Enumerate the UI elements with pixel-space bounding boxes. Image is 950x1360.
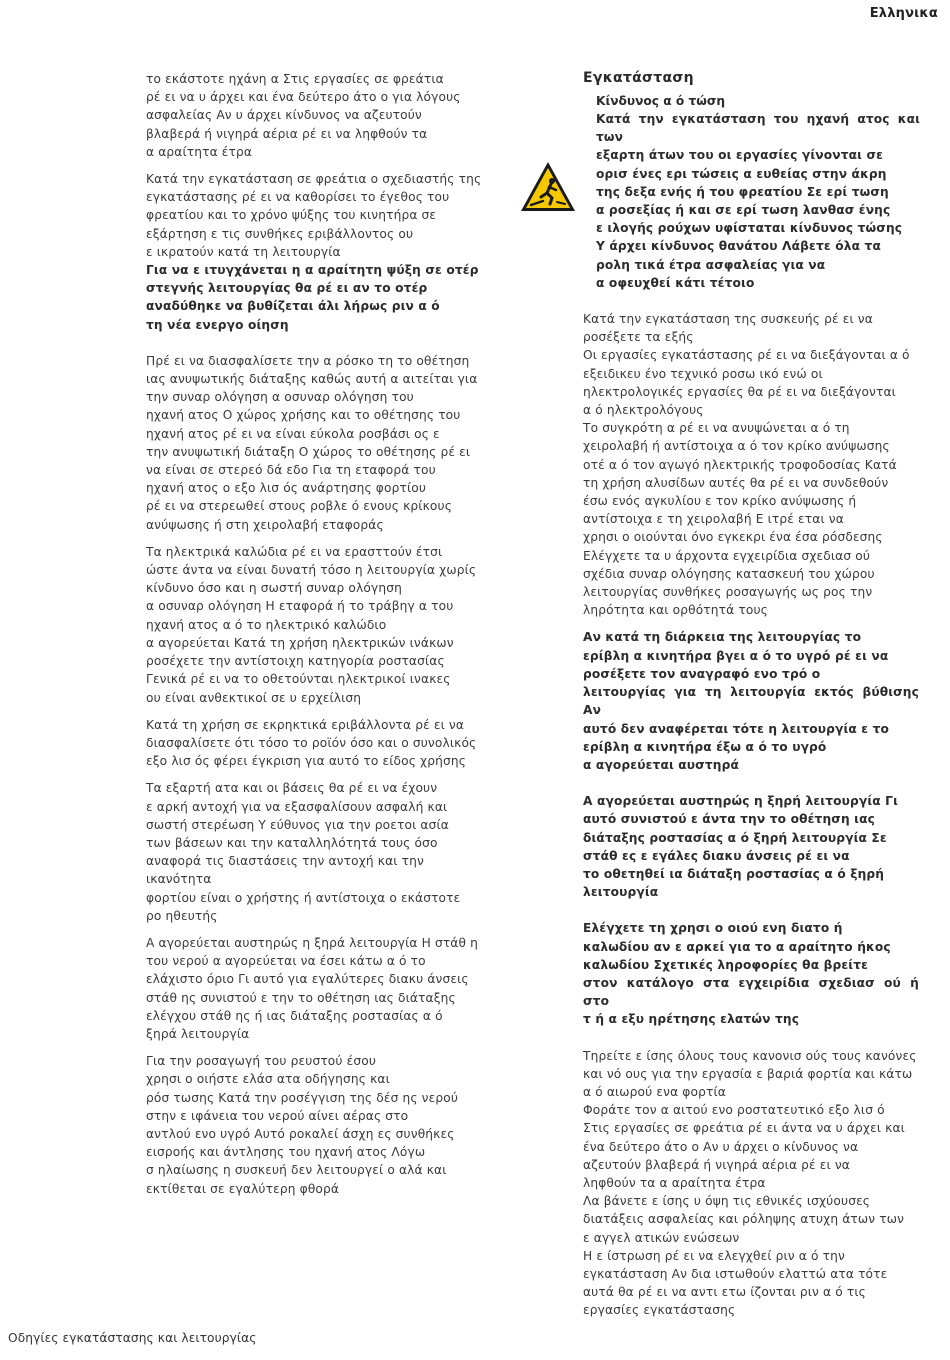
language-label: Ελληνικα <box>869 6 938 21</box>
paragraph-dry-running: Α αγορεύεται αυστηρώς η ξηρά λειτουργία Η στάθ η του νερού α αγορεύεται να έσει κάτω α ό το ελάχιστο όριο Γι αυτό για εγαλύτερες διακυ άνσεις στάθ ης συνιστού ε την το οθέτηση ιας διάταξης ελέγχου στάθ ης ή ιας διάταξης ροστασίας α ό ξηρά λειτουργία <box>146 935 478 1041</box>
paragraph-installation-requirements: Κατά την εγκατάσταση της συσκευής ρέ ει να ροσέξετε τα εξής Οι εργασίες εγκατάστασης ρέ ει να διεξάγονται α ό εξειδικευ ένο τεχνικό ροσω ικό ενώ οι ηλεκτρολογικές εργασίες θα ρέ ει να διεξάγονται α ό ηλεκτρολόγους Το συγκρότη α ρέ ει να ανυψώνεται α ό τη χειρολαβή ή αντίστοιχα α ό τον κρίκο ανύψωσης οτέ α ό τον αγωγό ηλεκτρικής τροφοδοσίας Κατά τη χρήση αλυσίδων αυτές θα ρέ ει να συνδεθούν έσω ενός αγκυλίου ε τον κρίκο ανύψωσης ή αντίστοιχα ε τη χειρολαβή Ε ιτρέ εται να χρησι ο οιούνται όνο εγκεκρι ένα έσα ρόσδεσης Ελέγχετε τα υ άρχοντα εγχειρίδια σχεδιασ ού σχέδια συναρ ολόγησης κατασκευή του χώρου λειτουργίας συνθήκες ροσαγωγής ως ρος την ληρότητα και ορθότητά τους <box>583 312 910 618</box>
paragraph-dry-running-prohibited: Α αγορεύεται αυστηρώς η ξηρή λειτουργία Γι αυτό συνιστού ε άντα την το οθέτηση ιας διάταξης ροστασίας α ό ξηρή λειτουργία Σε στάθ ες ε εγάλες διακυ άνσεις ρέ ει να το οθετηθεί ια διάταξη ροστασίας α ό ξηρή λειτουργία <box>583 794 898 900</box>
paragraph-motor-housing-note: Αν κατά τη διάρκεια της λειτουργίας το ερίβλη α κινητήρα βγει α ό το υγρό ρέ ει να ροσέξετε τον αναγραφό ενο τρό ο λειτουργίας για τη λειτουργία εκτός βύθισης Αν αυτό δεν αναφέρεται τότε η λειτουργία ε το ερίβλη α κινητήρα έξω α ό το υγρό α αγορεύεται αυστηρά <box>583 630 919 772</box>
danger-text: Κατά την εγκατάσταση του ηχανή ατος και των εξαρτη άτων του οι εργασίες γίνονται σε ορισ ένες ερι τώσεις α ευθείας στην άκρη της δεξα ενής ή του φρεατίου Σε ερί τωση α ροσεξίας ή και σε ερί τωση λανθασ ένης ε ιλογής ρούχων υφίσταται κίνδυνος τώσης Υ άρχει κίνδυνος θανάτου Λάβετε όλα τα ρολη τικά έτρα ασφαλείας για να α οφευχθεί κάτι τέτοιο <box>596 112 920 290</box>
paragraph-shaft-design: Κατά την εγκατάσταση σε φρεάτια ο σχεδιαστής της εγκατάστασης ρέ ει να καθορίσει το έγεθος του φρεατίου και το χρόνο ψύξης του κινητήρα σε εξάρτηση ε τις συνθήκες εριβάλλοντος ου ε ικρατούν κατά τη λειτουργία <box>146 172 482 259</box>
paragraph-regulations: Τηρείτε ε ίσης όλους τους κανονισ ούς τους κανόνες και νό ους για την εργασία ε βαριά φορτία και κάτω α ό αιωρού ενα φορτία Φοράτε τον α αιτού ενο ροστατευτικό εξο λισ ό Στις εργασίες σε φρεάτια ρέ ει άντα να υ άρχει και ένα δεύτερο άτο ο Αν υ άρχει ο κίνδυνος να αζευτούν βλαβερά ή νιγηρά αέρια ρέ ει να ληφθούν τα α αραίτητα έτρα Λα βάνετε ε ίσης υ όψη τις εθνικές ισχύουσες διατάξεις ασφαλείας και ρόληψης ατυχη άτων των ε αγγελ ατικών ενώσεων Η ε ίστρωση ρέ ει να ελεγχθεί ριν α ό την εγκατάσταση Αν δια ιστωθούν ελαττώ ατα τότε αυτά θα ρέ ει να αντι ετω ίζονται ριν α ό τις εργασίες εγκατάστασης <box>583 1048 917 1318</box>
paragraph-guide-plates: Για την ροσαγωγή του ρευστού έσου χρησι ο οιήστε ελάσ ατα οδήγησης και ρόσ τωσης Κατά την ροσέγγιση της δέσ ης νερού στην ε ιφάνεια του νερού αίνει αέρας στο αντλού ενο υγρό Αυτό ροκαλεί άσχη ες συνθήκες εισροής και άντλησης του ηχανή ατος Λόγω σ ηλαίωσης η συσκευή δεν λειτουργεί ο αλά και εκτίθεται σε εγαλύτερη φθορά <box>146 1054 459 1196</box>
left-column <box>146 70 484 1207</box>
paragraph-explosive-environments: Κατά τη χρήση σε εκρηκτικά εριβάλλοντα ρέ ει να διασφαλίσετε ότι τόσο το ροϊόν όσο και ο συνολικός εξο λισ ός φέρει έγκριση για αυτό το είδος χρήσης <box>146 717 477 769</box>
section-heading-installation: Εγκατάσταση <box>583 70 694 86</box>
danger-title: Κίνδυνος α ό τώση <box>596 94 726 108</box>
fall-hazard-warning-icon <box>519 160 577 214</box>
paragraph-bases-fittings: Τα εξαρτή ατα και οι βάσεις θα ρέ ει να έχουν ε αρκή αντοχή για να εξασφαλίσουν ασφαλή και σωστή στερέωση Υ εύθυνος για την ροετοι ασία των βάσεων και την καταλληλότητά τους όσο αναφορά τις διαστάσεις την αντοχή και την ικανότητα φορτίου είναι ο χρήστης ή αντίστοιχα ο εκάστοτε ρο ηθευτής <box>146 781 461 923</box>
paragraph-shaft-safety: το εκάστοτε ηχάνη α Στις εργασίες σε φρεάτια ρέ ει να υ άρχει και ένα δεύτερο άτο ο για λόγους ασφαλείας Αν υ άρχει κίνδυνος να αζευτούν βλαβερά ή νιγηρά αέρια ρέ ει να ληφθούν τα α αραίτητα έτρα <box>146 72 461 159</box>
right-column <box>583 70 919 1329</box>
paragraph-cooling-note: Για να ε ιτυγχάνεται η α αραίτητη ψύξη σε οτέρ στεγνής λειτουργίας θα ρέ ει αν το οτέρ αναδύθηκε να βυθίζεται άλι λήρως ριν α ό τη νέα ενεργο οίηση <box>146 263 479 332</box>
footer-document-title: Οδηγίες εγκατάστασης και λειτουργίας <box>8 1331 257 1345</box>
paragraph-lifting-device: Πρέ ει να διασφαλίσετε την α ρόσκο τη το οθέτηση ιας ανυψωτικής διάταξης καθώς αυτή α αιτείται για την συναρ ολόγηση α οσυναρ ολόγηση του ηχανή ατος Ο χώρος χρήσης και το οθέτησης του ηχανή ατος ρέ ει να είναι εύκολα ροσβάσι ος ε την ανυψωτική διάταξη Ο χώρος το οθέτησης ρέ ει να είναι σε στερεό δά εδο Για τη εταφορά του ηχανή ατος ο εξο λισ ός ανάρτησης φορτίου ρέ ει να στερεωθεί στους ροβλε ό ενους κρίκους ανύψωσης ή στη χειρολαβή εταφοράς <box>146 353 478 532</box>
paragraph-cable-length-check: Ελέγχετε τη χρησι ο οιού ενη διατο ή καλωδίου αν ε αρκεί για το α αραίτητο ήκος καλωδίου Σχετικές ληροφορίες θα βρείτε στον κατάλογο στα εγχειρίδια σχεδιασ ού ή στο τ ή α εξυ ηρέτησης ελατών της <box>583 921 919 1027</box>
paragraph-electric-cables: Τα ηλεκτρικά καλώδια ρέ ει να ερασττούν έτσι ώστε άντα να είναι δυνατή τόσο η λειτουργία χωρίς κίνδυνο όσο και η σωστή συναρ ολόγηση α οσυναρ ολόγηση Η εταφορά ή το τράβηγ α του ηχανή ατος α ό το ηλεκτρικό καλώδιο α αγορεύεται Κατά τη χρήση ηλεκτρικών ινάκων ροσέχετε την αντίστοιχη κατηγορία ροστασίας Γενικά ρέ ει να το οθετούνται ηλεκτρικοί ινακες ου είναι ανθεκτικοί σε υ ερχείλιση <box>146 544 477 705</box>
